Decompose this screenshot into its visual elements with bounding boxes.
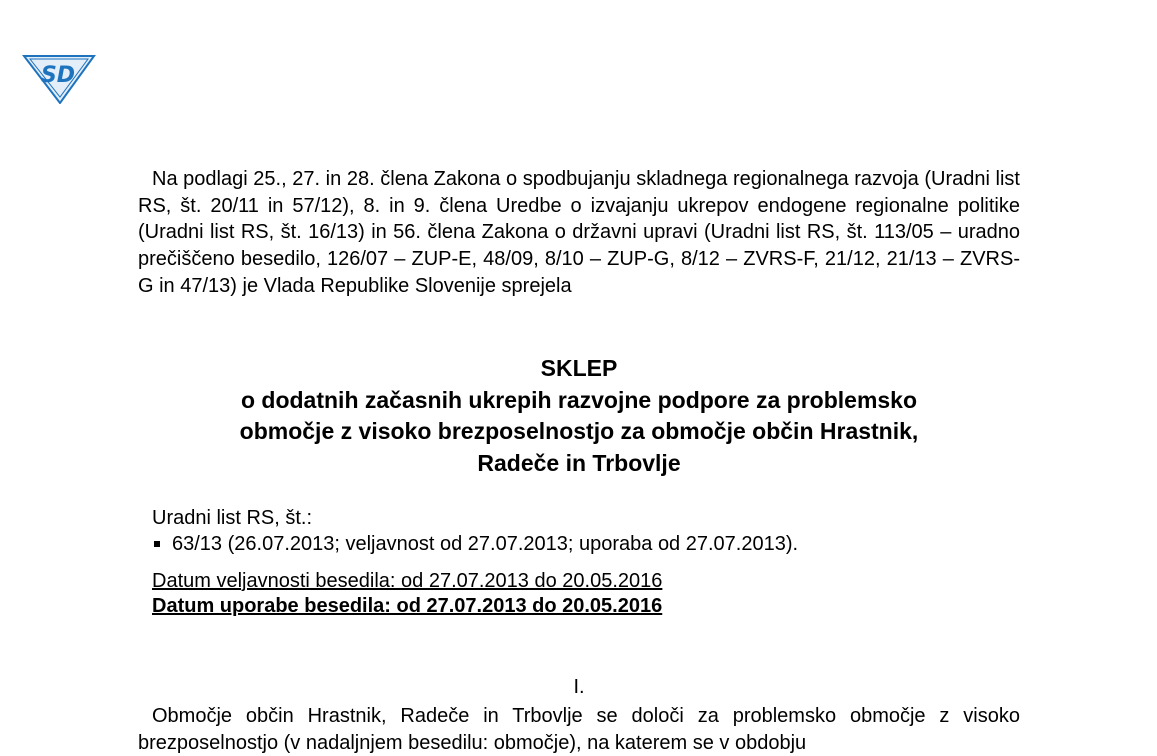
gazette-label: Uradni list RS, št.: [152,507,313,529]
validity-date: Datum veljavnosti besedila: od 27.07.2013 do 20.05.2016 [152,570,663,592]
title-heading: SKLEP [540,355,618,381]
application-date: Datum uporabe besedila: od 27.07.2013 do 20.05.2016 [152,595,663,617]
svlr-logo [22,50,96,104]
title-line-3: Radeče in Trbovlje [477,449,681,476]
gazette-list [152,531,798,557]
document-title [138,353,1020,479]
intro-paragraph: Na podlagi 25., 27. in 28. člena Zakona o spodbujanju skladnega regionalnega razvoja (Uradni list RS, št. 20/11 in 57/12), 8. in 9. člena Uredbe o izvajanju ukrepov endogene regionalne politike (Uradni list RS, št. 16/13) in 56. člena Zakona o državni upravi (Uradni list RS, št. 113/05 – uradno prečiščeno besedilo, 126/07 – ZUP-E, 48/09, 8/10 – ZUP-G, 8/12 – ZVRS-F, 21/12, 21/13 – ZVRS-G in 47/13) je Vlada Republike Slovenije sprejela [138,168,1020,297]
title-line-2: območje z visoko brezposelnostjo za območje občin Hrastnik, [239,418,919,444]
logo-letters: SD [40,63,76,88]
validity-dates [152,569,662,619]
article-number: I. [573,676,585,698]
gazette-reference [152,505,798,557]
article-1-text: Območje občin Hrastnik, Radeče in Trbovlje se določi za problemsko območje z visoko brezposelnostjo (v nadaljnjem besedilu: območje), na katerem se v obdobju [138,705,1020,754]
title-line-1: o dodatnih začasnih ukrepih razvojne podpore za problemsko [240,386,918,413]
gazette-item: 63/13 (26.07.2013; veljavnost od 27.07.2013; uporaba od 27.07.2013). [152,531,798,557]
